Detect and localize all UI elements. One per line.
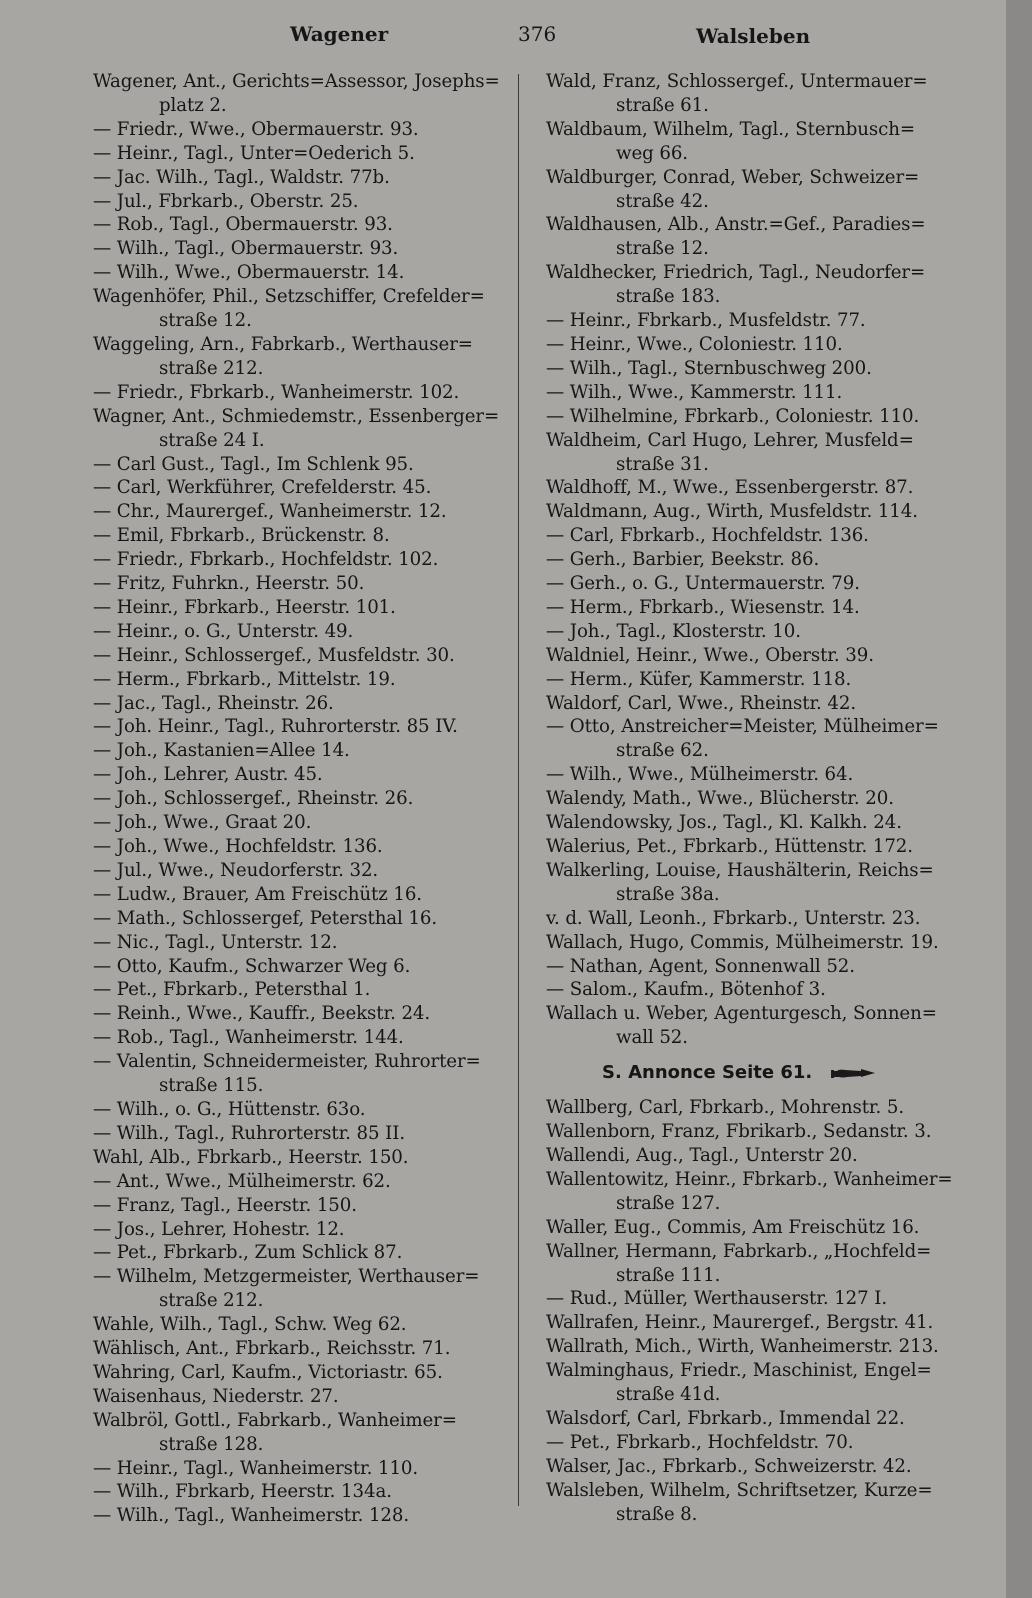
directory-entry [93, 1050, 513, 1098]
entry-continuation: wall 52. [616, 1027, 688, 1049]
entry-line: — Valentin, Schneidermeister, Ruhrorter= [93, 1051, 481, 1073]
entry-line: Wallach, Hugo, Commis, Mülheimerstr. 19. [546, 931, 939, 953]
entry-line: — Rob., Tagl., Obermauerstr. 93. [93, 214, 393, 236]
directory-entry [93, 1457, 513, 1481]
entry-line: — Heinr., Wwe., Coloniestr. 110. [546, 333, 843, 355]
entry-line: — Joh. Heinr., Tagl., Ruhrorterstr. 85 IV. [93, 716, 458, 738]
entry-line: — Joh., Tagl., Klosterstr. 10. [546, 620, 801, 642]
directory-entry [93, 166, 513, 190]
entry-line: — Joh., Schlossergef., Rheinstr. 26. [93, 788, 414, 810]
directory-entry [93, 978, 513, 1002]
directory-entry [546, 1479, 978, 1527]
directory-entry [93, 1170, 513, 1194]
annonce-text: S. Annonce Seite 61. [602, 1062, 813, 1084]
directory-entry [93, 1026, 513, 1050]
directory-entry [546, 1002, 978, 1050]
directory-entry [93, 955, 513, 979]
directory-entry [546, 118, 978, 166]
directory-entry [546, 955, 978, 979]
entry-line: — Joh., Wwe., Hochfeldstr. 136. [93, 836, 383, 857]
entry-line: — Jul., Fbrkarb., Oberstr. 25. [93, 190, 359, 212]
entry-line: — Ludw., Brauer, Am Freischütz 16. [93, 883, 422, 905]
entry-line: — Nic., Tagl., Unterstr. 12. [93, 931, 338, 953]
entry-line: Wallenborn, Franz, Fbrikarb., Sedanstr. 3. [546, 1121, 932, 1143]
entry-continuation: platz 2. [159, 94, 227, 116]
entry-line: Wallrafen, Heinr., Maurergef., Bergstr. 41. [546, 1312, 934, 1334]
directory-entry [546, 1335, 978, 1359]
directory-entry [546, 1287, 978, 1311]
directory-entry [546, 596, 978, 620]
entry-line: — Herm., Küfer, Kammerstr. 118. [546, 668, 852, 690]
directory-entry [546, 476, 978, 500]
directory-entry [93, 237, 513, 261]
directory-entry [93, 1361, 513, 1385]
directory-entry [93, 524, 513, 548]
directory-entry [93, 739, 513, 763]
entry-line: — Joh., Lehrer, Austr. 45. [93, 764, 323, 786]
entry-continuation: straße 183. [616, 286, 721, 308]
entry-line: — Jos., Lehrer, Hohestr. 12. [93, 1218, 345, 1240]
page-number: 376 [518, 22, 557, 46]
entry-line: — Wilh., Tagl., Ruhrorterstr. 85 II. [93, 1122, 405, 1144]
directory-entry [93, 333, 513, 381]
entry-line: — Rob., Tagl., Wanheimerstr. 144. [93, 1027, 404, 1049]
entry-line: Wallendi, Aug., Tagl., Unterstr 20. [546, 1144, 858, 1166]
right-column-entries-b [546, 1096, 978, 1526]
entry-continuation: straße 38a. [616, 883, 720, 905]
entry-line: — Pet., Fbrkarb., Petersthal 1. [93, 979, 371, 1001]
directory-entry [93, 1480, 513, 1504]
entry-line: Waldbaum, Wilhelm, Tagl., Sternbusch= [546, 118, 915, 140]
entry-line: Waller, Eug., Commis, Am Freischütz 16. [546, 1216, 920, 1238]
entry-line: Wallberg, Carl, Fbrkarb., Mohrenstr. 5. [546, 1097, 905, 1119]
directory-entry [93, 213, 513, 237]
entry-continuation: straße 42. [616, 190, 709, 212]
directory-entry [93, 381, 513, 405]
entry-line: Wahle, Wilh., Tagl., Schw. Weg 62. [93, 1314, 407, 1336]
entry-line: Wahring, Carl, Kaufm., Victoriastr. 65. [93, 1361, 443, 1383]
entry-continuation: straße 12. [616, 238, 709, 260]
directory-entry [93, 453, 513, 477]
entry-continuation: straße 212. [159, 357, 264, 379]
directory-entry [93, 859, 513, 883]
entry-line: — Joh., Kastanien=Allee 14. [93, 740, 350, 762]
header-right-keyword: Walsleben [696, 24, 811, 48]
entry-line: — Wilh., o. G., Hüttenstr. 63o. [93, 1098, 366, 1120]
directory-entry [546, 1407, 978, 1431]
entry-line: — Salom., Kaufm., Bötenhof 3. [546, 979, 826, 1001]
entry-line: Walendy, Math., Wwe., Blücherstr. 20. [546, 788, 894, 810]
right-column-entries-a [546, 70, 978, 1050]
directory-entry [93, 1241, 513, 1265]
entry-line: — Emil, Fbrkarb., Brückenstr. 8. [93, 525, 390, 547]
directory-entry [546, 261, 978, 309]
directory-entry [93, 1313, 513, 1337]
entry-continuation: straße 127. [616, 1192, 721, 1214]
entry-continuation: straße 212. [159, 1290, 264, 1312]
directory-entry [546, 381, 978, 405]
directory-entry [93, 596, 513, 620]
entry-line: — Otto, Kaufm., Schwarzer Weg 6. [93, 955, 411, 977]
page-edge [1006, 0, 1032, 1598]
entry-line: Wählisch, Ant., Fbrkarb., Reichsstr. 71. [93, 1338, 451, 1360]
entry-line: — Wilh., Tagl., Wanheimerstr. 128. [93, 1505, 410, 1527]
directory-entry [546, 692, 978, 716]
entry-line: — Wilh., Tagl., Sternbuschweg 200. [546, 357, 872, 379]
entry-continuation: straße 31. [616, 453, 709, 475]
directory-entry [93, 715, 513, 739]
pointing-hand-icon [831, 1066, 875, 1080]
entry-line: — Pet., Fbrkarb., Zum Schlick 87. [93, 1242, 403, 1264]
directory-entry [93, 811, 513, 835]
directory-entry [546, 1455, 978, 1479]
entry-line: — Carl, Fbrkarb., Hochfeldstr. 136. [546, 525, 869, 547]
left-column [93, 70, 513, 1528]
directory-entry [546, 668, 978, 692]
entry-line: — Jac., Tagl., Rheinstr. 26. [93, 692, 334, 714]
directory-entry [93, 190, 513, 214]
entry-line: Waldhecker, Friedrich, Tagl., Neudorfer= [546, 262, 926, 284]
entry-continuation: weg 66. [616, 142, 688, 164]
directory-entry [93, 1504, 513, 1528]
directory-entry [546, 1144, 978, 1168]
directory-entry [93, 261, 513, 285]
header-left-keyword: Wagener [290, 22, 389, 46]
entry-line: — Gerh., Barbier, Beekstr. 86. [546, 549, 820, 571]
entry-line: — Wilhelm, Metzgermeister, Werthauser= [93, 1266, 480, 1288]
directory-entry [93, 1194, 513, 1218]
entry-line: — Ant., Wwe., Mülheimerstr. 62. [93, 1170, 391, 1192]
entry-line: Waldorf, Carl, Wwe., Rheinstr. 42. [546, 692, 857, 714]
entry-line: — Math., Schlossergef, Petersthal 16. [93, 907, 438, 929]
entry-line: Waggeling, Arn., Fabrkarb., Werthauser= [93, 333, 473, 355]
directory-entry [93, 548, 513, 572]
directory-entry [93, 500, 513, 524]
directory-entry [546, 548, 978, 572]
entry-line: Waisenhaus, Niederstr. 27. [93, 1385, 339, 1407]
entry-line: — Nathan, Agent, Sonnenwall 52. [546, 955, 855, 977]
entry-line: — Wilh., Fbrkarb, Heerstr. 134a. [93, 1481, 392, 1503]
entry-line: Walbröl, Gottl., Fabrkarb., Wanheimer= [93, 1409, 457, 1431]
entry-line: — Heinr., Tagl., Wanheimerstr. 110. [93, 1457, 419, 1479]
entry-continuation: straße 62. [616, 740, 709, 762]
directory-entry [93, 883, 513, 907]
entry-line: Walendowsky, Jos., Tagl., Kl. Kalkh. 24. [546, 812, 902, 834]
directory-entry [546, 620, 978, 644]
directory-entry [93, 787, 513, 811]
directory-entry [93, 763, 513, 787]
entry-line: — Carl Gust., Tagl., Im Schlenk 95. [93, 453, 414, 475]
entry-line: Waldniel, Heinr., Wwe., Oberstr. 39. [546, 644, 874, 666]
directory-entry [93, 692, 513, 716]
entry-line: — Wilhelmine, Fbrkarb., Coloniestr. 110. [546, 405, 920, 427]
entry-line: Wallentowitz, Heinr., Fbrkarb., Wanheimer= [546, 1168, 953, 1190]
entry-line: — Wilh., Tagl., Obermauerstr. 93. [93, 238, 399, 260]
directory-entry [546, 1311, 978, 1335]
entry-line: Wagenhöfer, Phil., Setzschiffer, Crefelder= [93, 286, 485, 308]
entry-line: Waldhoff, M., Wwe., Essenbergerstr. 87. [546, 477, 914, 499]
entry-line: — Friedr., Fbrkarb., Wanheimerstr. 102. [93, 381, 460, 403]
directory-entry [93, 1098, 513, 1122]
entry-line: Wahl, Alb., Fbrkarb., Heerstr. 150. [93, 1146, 409, 1168]
directory-entry [546, 166, 978, 214]
entry-line: — Joh., Wwe., Graat 20. [93, 812, 312, 834]
entry-line: Waldburger, Conrad, Weber, Schweizer= [546, 166, 920, 188]
directory-entry [93, 1265, 513, 1313]
directory-entry [546, 500, 978, 524]
directory-entry [546, 524, 978, 548]
entry-line: Wallrath, Mich., Wirth, Wanheimerstr. 213. [546, 1336, 939, 1358]
directory-entry [546, 1216, 978, 1240]
entry-line: — Heinr., Tagl., Unter=Oederich 5. [93, 142, 415, 164]
entry-line: Wald, Franz, Schlossergef., Untermauer= [546, 71, 928, 92]
column-divider [518, 74, 519, 1506]
directory-entry [93, 620, 513, 644]
directory-entry [546, 1168, 978, 1216]
entry-continuation: straße 128. [159, 1433, 264, 1455]
entry-continuation: straße 115. [159, 1075, 264, 1097]
entry-line: Waldhausen, Alb., Anstr.=Gef., Paradies= [546, 214, 926, 236]
entry-continuation: straße 12. [159, 310, 252, 332]
directory-entry [546, 931, 978, 955]
directory-entry [546, 572, 978, 596]
entry-line: — Wilh., Wwe., Mülheimerstr. 64. [546, 764, 854, 786]
entry-line: Waldheim, Carl Hugo, Lehrer, Musfeld= [546, 429, 914, 451]
entry-line: — Reinh., Wwe., Kauffr., Beekstr. 24. [93, 1003, 431, 1025]
entry-line: Wallach u. Weber, Agenturgesch, Sonnen= [546, 1003, 937, 1025]
directory-entry [546, 357, 978, 381]
directory-entry [546, 70, 978, 118]
directory-entry [546, 1431, 978, 1455]
entry-line: — Heinr., Fbrkarb., Musfeldstr. 77. [546, 310, 866, 332]
directory-entry [546, 309, 978, 333]
directory-entry [546, 405, 978, 429]
directory-entry [93, 118, 513, 142]
directory-entry [546, 1240, 978, 1288]
entry-line: v. d. Wall, Leonh., Fbrkarb., Unterstr. 23. [546, 907, 921, 929]
entry-line: — Jac. Wilh., Tagl., Waldstr. 77b. [93, 166, 390, 188]
directory-entry [93, 1122, 513, 1146]
entry-continuation: straße 24 I. [159, 429, 265, 451]
page-header [0, 22, 1032, 58]
directory-entry [93, 668, 513, 692]
directory-entry [93, 644, 513, 668]
entry-line: Wallner, Hermann, Fabrkarb., „Hochfeld= [546, 1240, 932, 1262]
directory-entry [93, 1146, 513, 1170]
directory-entry [93, 1002, 513, 1026]
entry-line: — Friedr., Wwe., Obermauerstr. 93. [93, 118, 419, 140]
directory-entry [546, 644, 978, 668]
entry-line: — Heinr., o. G., Unterstr. 49. [93, 620, 354, 642]
directory-entry [546, 715, 978, 763]
entry-line: — Rud., Müller, Werthauserstr. 127 I. [546, 1288, 888, 1310]
entry-line: Walminghaus, Friedr., Maschinist, Engel= [546, 1360, 932, 1382]
entry-line: — Wilh., Wwe., Obermauerstr. 14. [93, 262, 405, 284]
entry-line: — Otto, Anstreicher=Meister, Mülheimer= [546, 716, 939, 738]
entry-line: — Carl, Werkführer, Crefelderstr. 45. [93, 477, 432, 499]
entry-line: — Franz, Tagl., Heerstr. 150. [93, 1194, 357, 1216]
directory-entry [546, 213, 978, 261]
annonce-note [546, 1050, 978, 1096]
directory-entry [546, 1359, 978, 1407]
directory-entry [546, 1096, 978, 1120]
entry-line: — Jul., Wwe., Neudorferstr. 32. [93, 859, 379, 881]
directory-entry [93, 835, 513, 859]
directory-entry [546, 333, 978, 357]
entry-line: — Heinr., Schlossergef., Musfeldstr. 30. [93, 644, 455, 666]
entry-continuation: straße 61. [616, 94, 709, 116]
directory-entry [546, 787, 978, 811]
directory-entry [93, 1337, 513, 1361]
directory-entry [93, 907, 513, 931]
entry-line: — Chr., Maurergef., Wanheimerstr. 12. [93, 501, 447, 523]
directory-entry [546, 763, 978, 787]
entry-continuation: straße 111. [616, 1264, 721, 1286]
directory-entry [93, 142, 513, 166]
right-column [546, 70, 978, 1526]
entry-line: — Wilh., Wwe., Kammerstr. 111. [546, 381, 843, 403]
directory-entry [93, 70, 513, 118]
entry-line: — Friedr., Fbrkarb., Hochfeldstr. 102. [93, 549, 439, 571]
entry-continuation: straße 8. [616, 1503, 698, 1525]
directory-entry [546, 811, 978, 835]
directory-entry [93, 1385, 513, 1409]
directory-entry [546, 907, 978, 931]
entry-line: — Herm., Fbrkarb., Wiesenstr. 14. [546, 596, 860, 618]
directory-entry [546, 978, 978, 1002]
directory-entry [93, 476, 513, 500]
directory-entry [93, 285, 513, 333]
directory-entry [93, 931, 513, 955]
entry-line: Wagener, Ant., Gerichts=Assessor, Josephs= [93, 71, 500, 92]
entry-line: Walerius, Pet., Fbrkarb., Hüttenstr. 172. [546, 836, 913, 857]
directory-entry [93, 1218, 513, 1242]
directory-entry [546, 859, 978, 907]
entry-line: — Fritz, Fuhrkn., Heerstr. 50. [93, 573, 365, 595]
entry-line: — Gerh., o. G., Untermauerstr. 79. [546, 573, 860, 595]
directory-entry [546, 1120, 978, 1144]
entry-continuation: straße 41d. [616, 1384, 721, 1406]
directory-entry [546, 429, 978, 477]
entry-line: Walsdorf, Carl, Fbrkarb., Immendal 22. [546, 1407, 905, 1429]
entry-line: Wagner, Ant., Schmiedemstr., Essenberger= [93, 405, 500, 427]
entry-line: — Herm., Fbrkarb., Mittelstr. 19. [93, 668, 396, 690]
directory-entry [546, 835, 978, 859]
directory-entry [93, 405, 513, 453]
entry-line: — Heinr., Fbrkarb., Heerstr. 101. [93, 596, 396, 618]
entry-line: Walsleben, Wilhelm, Schriftsetzer, Kurze= [546, 1479, 933, 1501]
entry-line: — Pet., Fbrkarb., Hochfeldstr. 70. [546, 1431, 854, 1453]
entry-line: Walkerling, Louise, Haushälterin, Reichs= [546, 859, 934, 881]
entry-line: Walser, Jac., Fbrkarb., Schweizerstr. 42. [546, 1455, 912, 1477]
directory-entry [93, 572, 513, 596]
entry-line: Waldmann, Aug., Wirth, Musfeldstr. 114. [546, 501, 918, 523]
directory-entry [93, 1409, 513, 1457]
